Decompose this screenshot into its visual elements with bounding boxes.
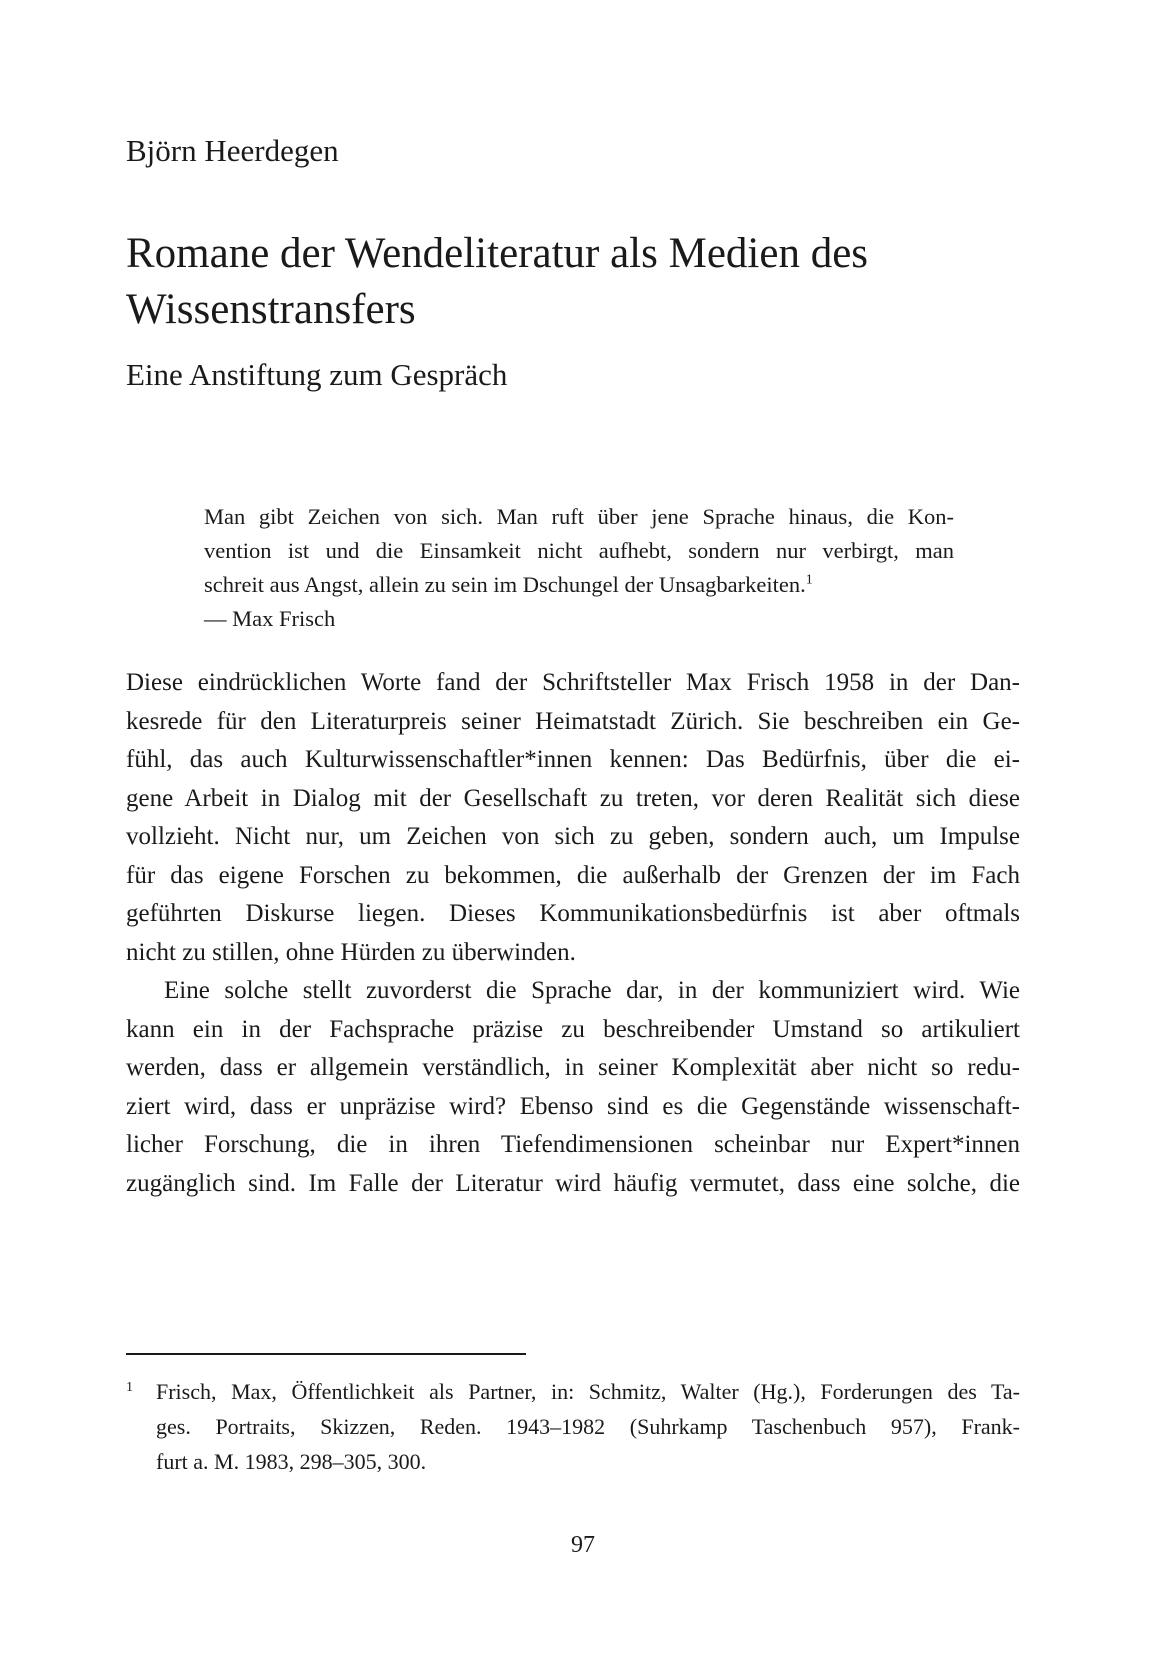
chapter-title-line: Romane der Wendeliteratur als Medien des [126,230,869,277]
epigraph-attribution: — Max Frisch [204,606,336,631]
footnote-divider [126,1353,526,1355]
body-line: fühl, das auch Kulturwissenschaftler*innen kennen: Das Bedürfnis, über die ei- [126,746,1020,773]
epigraph-line-text: schreit aus Angst, allein zu sein im Dschungel der Unsagbarkeiten. [204,572,806,597]
body-line: Eine solche stellt zuvorderst die Sprache dar, in der kommuniziert wird. Wie [164,977,1020,1004]
body-line: vollzieht. Nicht nur, um Zeichen von sich zu geben, sondern auch, um Impulse [126,823,1020,850]
footnote [126,1374,1020,1479]
footnote-line: furt a. M. 1983, 298–305, 300. [156,1449,427,1474]
body-line: ziert wird, dass er unpräzise wird? Ebenso sind es die Gegenstände wissenschaft- [126,1092,1020,1120]
chapter-title [126,226,1066,338]
footnote-line: ges. Portraits, Skizzen, Reden. 1943–1982 (Suhrkamp Taschenbuch 957), Frank- [156,1414,1020,1439]
chapter-title-line: Wissenstransfers [126,286,416,333]
epigraph-quote [204,500,954,636]
body-line: kesrede für den Literaturpreis seiner Heimatstadt Zürich. Sie beschreiben ein Ge- [126,707,1020,735]
footnote-line: Frisch, Max, Öffentlichkeit als Partner, in: Schmitz, Walter (Hg.), Forderungen des Ta- [156,1379,1020,1404]
body-line: für das eigene Forschen zu bekommen, die außerhalb der Grenzen der im Fach [126,861,1020,889]
body-line: nicht zu stillen, ohne Hürden zu überwinden. [126,938,576,966]
body-text [126,664,1020,1203]
epigraph-line: vention ist und die Einsamkeit nicht aufhebt, sondern nur verbirgt, man [204,538,954,563]
footnote-reference[interactable]: 1 [805,572,813,588]
body-line: werden, dass er allgemein verständlich, in seiner Komplexität aber nicht so redu- [126,1054,1020,1081]
footnote-text [156,1374,1020,1479]
body-line: geführten Diskurse liegen. Dieses Kommunikationsbedürfnis ist aber oftmals [126,900,1020,927]
chapter-subtitle: Eine Anstiftung zum Gespräch [126,357,508,392]
page-number: 97 [571,1532,595,1558]
body-line: Diese eindrücklichen Worte fand der Schriftsteller Max Frisch 1958 in der Dan- [126,669,1020,696]
chapter-author: Björn Heerdegen [126,133,339,168]
epigraph-line: Man gibt Zeichen von sich. Man ruft über jene Sprache hinaus, die Kon- [204,504,954,529]
body-line: zugänglich sind. Im Falle der Literatur wird häufig vermutet, dass eine solche, die [126,1169,1020,1197]
epigraph-line [204,568,954,602]
body-line: gene Arbeit in Dialog mit der Gesellschaft zu treten, vor deren Realität sich diese [126,784,1020,812]
body-line: kann ein in der Fachsprache präzise zu beschreibender Umstand so artikuliert [126,1015,1020,1043]
footnote-number: 1 [126,1380,133,1395]
body-line: licher Forschung, die in ihren Tiefendimensionen scheinbar nur Expert*innen [126,1131,1020,1158]
